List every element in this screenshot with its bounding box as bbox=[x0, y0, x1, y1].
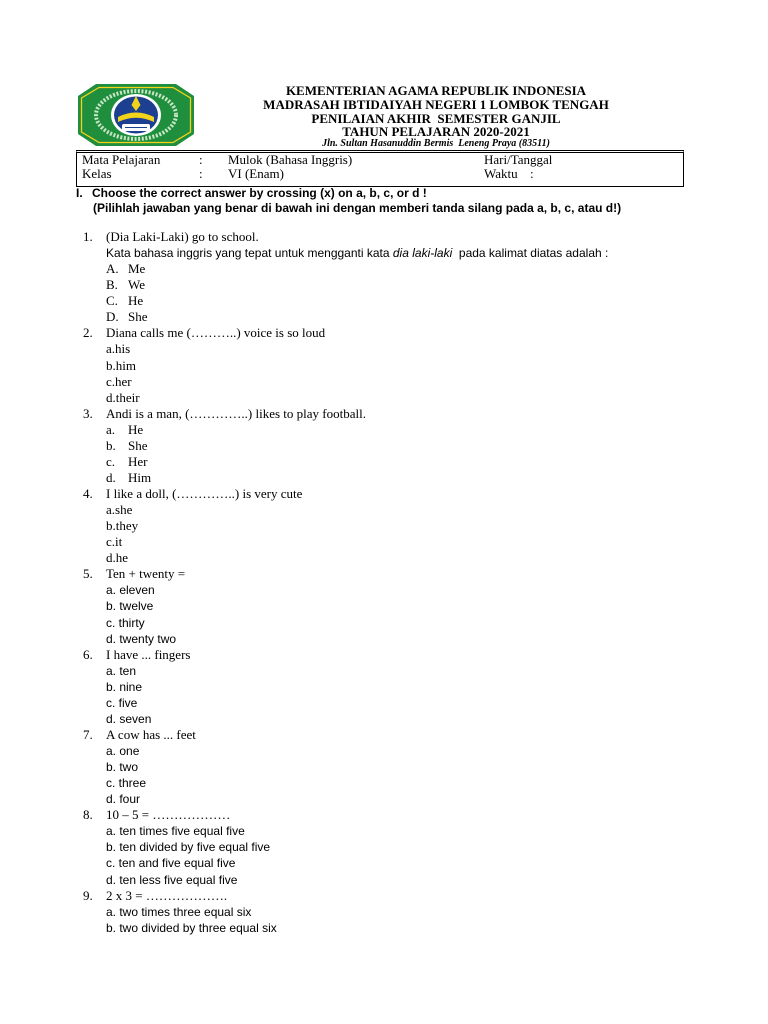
question-9 bbox=[0, 888, 768, 936]
note-text: Kata bahasa inggris yang tepat untuk mengganti kata bbox=[106, 246, 393, 261]
question-line bbox=[0, 486, 768, 502]
question-note bbox=[0, 245, 768, 261]
answer-option bbox=[0, 631, 768, 647]
option-text: b. ten divided by five equal five bbox=[106, 840, 271, 855]
option-label: b. bbox=[106, 437, 116, 453]
answer-option bbox=[0, 759, 768, 775]
exam-title: PENILAIAN AKHIR SEMESTER GANJIL bbox=[311, 111, 561, 126]
question-6 bbox=[0, 647, 768, 727]
answer-option bbox=[0, 582, 768, 598]
option-text: c.her bbox=[106, 373, 132, 389]
question-4 bbox=[0, 486, 768, 566]
answer-option bbox=[0, 341, 768, 357]
answer-option bbox=[0, 775, 768, 791]
option-text: Her bbox=[128, 453, 148, 469]
note-emphasis: dia laki-laki bbox=[392, 246, 453, 261]
question-line bbox=[0, 566, 768, 582]
answer-option bbox=[0, 374, 768, 390]
option-label: d. bbox=[106, 469, 116, 485]
option-text: d.he bbox=[106, 550, 129, 566]
time-label: Waktu bbox=[484, 166, 518, 181]
exam-info-box bbox=[76, 150, 684, 187]
question-3 bbox=[0, 406, 768, 486]
option-text: a. ten bbox=[106, 663, 137, 678]
question-text: (Dia Laki-Laki) go to school. bbox=[106, 229, 259, 244]
answer-option bbox=[0, 598, 768, 614]
option-label: B. bbox=[106, 277, 118, 293]
question-number: 1. bbox=[83, 229, 93, 244]
question-text: A cow has ... feet bbox=[106, 726, 196, 742]
answer-option bbox=[0, 743, 768, 759]
question-text: 10 – 5 = ……………… bbox=[106, 807, 231, 823]
option-label: C. bbox=[106, 293, 118, 309]
question-number: 5. bbox=[83, 566, 93, 582]
option-text: a. one bbox=[106, 744, 140, 758]
option-text: d. twenty two bbox=[106, 631, 177, 646]
option-text: b. nine bbox=[106, 679, 143, 694]
academic-year: TAHUN PELAJARAN 2020-2021 bbox=[342, 124, 530, 139]
question-number: 7. bbox=[83, 726, 93, 742]
question-8 bbox=[0, 807, 768, 887]
option-text: a.she bbox=[106, 502, 133, 518]
option-text: b. two bbox=[106, 760, 139, 775]
option-text: a. two times three equal six bbox=[106, 904, 252, 919]
option-text: She bbox=[128, 309, 148, 325]
option-text: a.his bbox=[106, 341, 131, 357]
option-text: d. ten less five equal five bbox=[106, 872, 238, 887]
question-line bbox=[0, 888, 768, 904]
option-text: a. ten times five equal five bbox=[106, 824, 245, 839]
question-line bbox=[0, 727, 768, 743]
question-text: Andi is a man, (…………..) likes to play football. bbox=[106, 405, 366, 421]
option-label: D. bbox=[106, 309, 119, 325]
ministry-title: KEMENTERIAN AGAMA REPUBLIK INDONESIA bbox=[285, 83, 587, 98]
question-text: I have ... fingers bbox=[106, 646, 191, 662]
question-text: 2 x 3 = ………………. bbox=[106, 887, 228, 903]
option-text: b.they bbox=[106, 518, 139, 534]
question-list bbox=[0, 229, 768, 936]
school-name: MADRASAH IBTIDAIYAH NEGERI 1 LOMBOK TENGAH bbox=[263, 97, 609, 112]
option-text: c. thirty bbox=[106, 615, 145, 630]
option-text: b.him bbox=[106, 357, 136, 373]
option-text: c. five bbox=[106, 695, 138, 710]
answer-option bbox=[0, 261, 768, 277]
answer-option bbox=[0, 309, 768, 325]
note-text: pada kalimat diatas adalah : bbox=[452, 246, 609, 261]
class-colon: : bbox=[199, 166, 203, 181]
option-text: b. two divided by three equal six bbox=[106, 920, 277, 935]
answer-option bbox=[0, 679, 768, 695]
section-instruction: Choose the correct answer by crossing (x) on a, b, c, or d ! bbox=[92, 186, 427, 200]
question-number: 4. bbox=[83, 486, 93, 501]
option-text: Him bbox=[128, 469, 152, 485]
answer-option bbox=[0, 839, 768, 855]
answer-option bbox=[0, 920, 768, 936]
option-text: d. four bbox=[106, 792, 141, 807]
question-text: I like a doll, (…………..) is very cute bbox=[106, 486, 303, 501]
answer-option bbox=[0, 615, 768, 631]
option-text: d. seven bbox=[106, 711, 152, 726]
subject-label: Mata Pelajaran bbox=[82, 152, 161, 167]
answer-option bbox=[0, 470, 768, 486]
question-number: 9. bbox=[83, 887, 93, 903]
option-label: c. bbox=[106, 453, 116, 469]
class-value: VI (Enam) bbox=[228, 166, 284, 181]
option-text: He bbox=[128, 293, 144, 309]
option-text: We bbox=[128, 277, 145, 293]
subject-value: Mulok (Bahasa Inggris) bbox=[228, 152, 353, 167]
question-line bbox=[0, 406, 768, 422]
answer-option bbox=[0, 904, 768, 920]
option-text: b. twelve bbox=[106, 599, 154, 614]
answer-option bbox=[0, 663, 768, 679]
question-2 bbox=[0, 325, 768, 405]
answer-option bbox=[0, 695, 768, 711]
option-text: He bbox=[128, 421, 144, 437]
question-line bbox=[0, 807, 768, 823]
section-instruction-translation: (Pilihlah jawaban yang benar di bawah ini dengan memberi tanda silang pada a, b, c, atau d!) bbox=[93, 201, 622, 215]
school-address: Jln. Sultan Hasanuddin Bermis Leneng Praya (83511) bbox=[322, 138, 550, 149]
question-line bbox=[0, 647, 768, 663]
question-number: 3. bbox=[83, 405, 93, 421]
option-label: a. bbox=[106, 421, 116, 437]
answer-option bbox=[0, 358, 768, 374]
madrasah-emblem-icon bbox=[78, 84, 194, 146]
option-text: She bbox=[128, 437, 148, 453]
time-colon: : bbox=[530, 166, 534, 181]
answer-option bbox=[0, 791, 768, 807]
section-numeral: I. bbox=[76, 186, 83, 200]
answer-option bbox=[0, 518, 768, 534]
question-text: Ten + twenty = bbox=[106, 566, 186, 582]
answer-option bbox=[0, 438, 768, 454]
answer-option bbox=[0, 823, 768, 839]
answer-option bbox=[0, 502, 768, 518]
question-line bbox=[0, 325, 768, 341]
answer-option bbox=[0, 872, 768, 888]
question-line bbox=[0, 229, 768, 245]
answer-option bbox=[0, 711, 768, 727]
question-number: 8. bbox=[83, 807, 93, 823]
date-label: Hari/Tanggal bbox=[484, 152, 553, 167]
madrasah-logo bbox=[78, 84, 194, 146]
answer-option bbox=[0, 277, 768, 293]
question-5 bbox=[0, 566, 768, 646]
option-text: a. eleven bbox=[106, 583, 155, 598]
option-label: A. bbox=[106, 261, 119, 277]
option-text: c.it bbox=[106, 534, 123, 550]
question-number: 2. bbox=[83, 325, 93, 341]
question-number: 6. bbox=[83, 646, 93, 662]
answer-option bbox=[0, 550, 768, 566]
option-text: c. three bbox=[106, 776, 147, 791]
answer-option bbox=[0, 855, 768, 871]
answer-option bbox=[0, 422, 768, 438]
option-text: d.their bbox=[106, 389, 140, 405]
answer-option bbox=[0, 534, 768, 550]
answer-option bbox=[0, 293, 768, 309]
subject-colon: : bbox=[199, 152, 203, 167]
option-text: Me bbox=[128, 261, 146, 277]
question-text: Diana calls me (………..) voice is so loud bbox=[106, 325, 326, 341]
question-7 bbox=[0, 727, 768, 807]
answer-option bbox=[0, 390, 768, 406]
question-1 bbox=[0, 229, 768, 325]
option-text: c. ten and five equal five bbox=[106, 856, 236, 871]
answer-option bbox=[0, 454, 768, 470]
class-label: Kelas bbox=[82, 166, 112, 181]
